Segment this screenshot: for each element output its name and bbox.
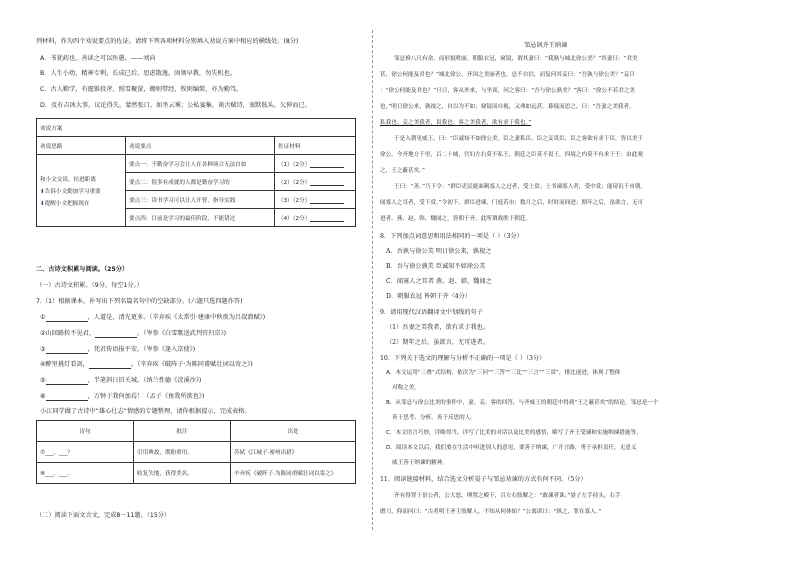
down-arrow-icon: ⬇	[40, 188, 45, 195]
passage-line-10: 闻寡人之耳者，受下赏。”令初下，群臣进谏，门庭若市；数月之后，时时而间进；期年之后，虽欲言，无可	[380, 200, 644, 206]
q7-item-2[interactable]: ②山回路转不见君， 。（岑参《白雪歌送武判官归京》)	[40, 330, 227, 337]
q10-option-d[interactable]: D．阅读本文以后，我们要在生活中听进别人的意见，要善于纳谏，广开言路，勇于承担责任，无意义	[386, 445, 637, 451]
link-line-2: 磨刀，仰而问曰：“古者明王圣主肢解人，不知从何体始？”公离席曰：“纵之，罪在寡人。”	[380, 509, 602, 515]
subsection-2-heading: （二）阅读下面文言文，完成8－11题。（15分）	[36, 512, 171, 519]
plan-point-2: 要点二：很多有成就的人都是勤奋学习的	[126, 173, 275, 191]
plan-evidence-1[interactable]: （1）（2分）	[275, 155, 356, 173]
plan-idea-cell	[37, 155, 126, 227]
question-10: 10．下列关于选文的理解与分析不正确的一项是（ ）（3分）	[380, 355, 546, 362]
question-7: 7.（1）根据课本，补写出下列名篇名句中的空缺部分。(六题只选四题作答)	[36, 298, 243, 305]
plan-idea-2: 告诉小文勤加学习重要	[44, 188, 101, 195]
option-d: D．及有吉凶大事，议论得失，蒙然张口，如坐云雾；公私宴集，谈古赋诗，塞默低头，欠伸而已。	[40, 102, 311, 109]
plan-point-1: 要点一：不勤奋学习会让人在各种场合无法自如	[126, 155, 275, 173]
option-a: A．书犹药也，善读之可以医愚。——刘向	[40, 55, 156, 62]
down-arrow-icon: ⬇	[40, 200, 45, 207]
question-8: 8．下列加点词意思和用法相同的一项是（ ）（3分）	[380, 233, 523, 240]
poem-note-7: 引用典故，期盼重用。	[134, 442, 231, 463]
q10-option-b[interactable]: B．从邹忌与徐公比美的事件中，妻、妾、客的回答，与齐威王的朝廷中得到“王之蔽甚矣”的结论，邹忌是一个	[386, 400, 659, 406]
q7-item-3[interactable]: ③ ，凭君传语报平安。（岑参《逢入京使》)	[40, 346, 196, 353]
plan-point-3: 要点三：读书学习可以让人开智，指导实践	[126, 191, 275, 209]
section-2-heading: 二、古诗文积累与阅读。（25分）	[36, 266, 129, 273]
q9-sentence-2: （2）期年之后，虽欲言，无可进者。	[386, 339, 489, 346]
intro-text: 列材料，作为四个劝说要点的佐证。请将下列各项材料分别填入劝说方案中相应的横线处。(8分)	[36, 38, 299, 45]
passage-line-1: 邹忌修八尺有余，而形貌昳丽。朝服衣冠，窥镜，谓其妻曰：“我孰与城北徐公美？”其妻曰：“君美	[394, 56, 638, 62]
passage-line-3: ：“徐公何能及君也？”旦日，客从外来，与坐谈，问之客曰：“吾与徐公孰美？”客曰：“徐公不若君之美	[380, 88, 636, 94]
passage-title: 邹忌讽齐王纳谏	[524, 42, 568, 49]
passage-line-9: 王曰：“善。”乃下令：“群臣吏民能面刺寡人之过者，受上赏；上书谏寡人者，受中赏；能谤讥于市朝，	[394, 184, 647, 190]
q7-item-4[interactable]: ④醉里挑灯看剑， 。（辛弃疾《破阵子·为陈同甫赋壮词以寄之》)	[40, 361, 253, 368]
plan-title: 劝说方案	[37, 119, 356, 137]
poem-source-8: 辛弃疾《破阵子·为陈同甫赋壮词以寄之》	[231, 463, 356, 484]
passage-line-6: 于是入朝见威王，曰：“臣诚知不如徐公美。臣之妻私臣，臣之妾畏臣，臣之客欲有求于臣，皆以美于	[394, 136, 644, 142]
question-9: 9．请用现代汉语翻译文中划线的句子	[380, 309, 483, 316]
poem-table	[36, 420, 356, 484]
q7-item-1[interactable]: ① ，人道是，清光更多。（辛弃疾《太常引·建康中秋夜为吕叔潜赋》)	[40, 314, 266, 321]
poem-line-8[interactable]: ⑧___，___。	[37, 463, 134, 484]
passage-line-4: 也。”明日徐公来，孰视之，自以为不如；窥镜而自视，又弗如远甚。暮寝而思之，曰：“吾妻之美我者，	[380, 104, 635, 110]
q7-item-6[interactable]: ⑥ ，万钟于我何加焉！（孟子《鱼我所欲也》)	[40, 393, 205, 400]
plan-point-4: 要点四：目前是学习的最佳阶段，不能错过	[126, 209, 275, 227]
plan-evidence-3[interactable]: （3）（2分）	[275, 191, 356, 209]
subsection-1-heading: （一）古诗文积累。（9分，每空1分。）	[36, 282, 143, 289]
plan-evidence-4[interactable]: （4）（2分）	[275, 209, 356, 227]
column-divider	[372, 30, 373, 530]
q8-option-a[interactable]: A．吾孰与徐公美 明日徐公来，孰视之	[386, 248, 492, 255]
poem-note-8: 收复失地，获得美名。	[134, 463, 231, 484]
poem-source-7: 苏轼《江城子·密州出猎》	[231, 442, 356, 463]
q10-option-a[interactable]: A．本文运用“三叠”式结构，依次为“三问”“三答”“三比”“三言”“三赏”，排比递进，体现了整体	[386, 370, 621, 376]
plan-idea-3: 提醒小文把握现在	[44, 200, 90, 207]
plan-header-point: 劝说要点	[126, 137, 275, 155]
poem-header-source: 出处	[231, 421, 356, 442]
plan-header-idea: 劝说思路	[37, 137, 126, 155]
passage-line-7: 徐公。今齐地方千里，百二十城，宫妇左右莫不私王，朝廷之臣莫不畏王，四境之内莫不有求于王：由此观	[380, 152, 643, 158]
poem-line-7[interactable]: ⑦___，___？	[37, 442, 134, 463]
option-b: B．人生小幼，精神专利，长成已后，思虑散逸，固须早教，勿失机也。	[40, 70, 237, 77]
poem-header-line: 诗句	[37, 421, 134, 442]
q10-option-b-cont: 善于思考、分析，善于反思的人。	[392, 415, 476, 421]
option-c: C．古人勤学，有握锥投斧，照雪聚萤，锄则带经，牧则编简，亦为勤笃。	[40, 86, 243, 93]
poem-header-note: 批注	[134, 421, 231, 442]
q10-option-c[interactable]: C．本文语言巧妙，详略得当，详写了比美的对话以及比美的感悟，略写了齐王受谏和实施纳谏措施等。	[386, 430, 642, 436]
q9-sentence-1: （1）吾妻之美我者，欲有求于我也。	[386, 324, 489, 331]
plan-idea-1: 和小文交谈，拉进距离	[40, 176, 96, 183]
persuasion-plan-table	[36, 118, 356, 227]
plan-header-evidence: 佐证材料	[275, 137, 356, 155]
passage-line-5: 私我也；妾之美我者，畏我也；客之美我者，欲有求于我也。”	[380, 120, 532, 126]
question-11: 11．阅读链接材料，结合选文分析晏子与邹忌劝谏的方式有何不同。（5分）	[380, 476, 587, 483]
q8-option-c[interactable]: C．闻寡人之耳者 燕、赵、韩、魏闻之	[386, 278, 492, 285]
passage-line-11: 进者。燕、赵、韩、魏闻之，皆朝于齐。此所谓战胜于朝廷。	[380, 216, 532, 222]
q10-option-d-cont: 威王善于纳谏的精神。	[392, 460, 448, 466]
link-line-1: 齐有得罪于景公者，公大怒，缚置之殿下，召左右肢解之：“敢谏者诛。”晏子左手持头，右手	[394, 493, 621, 499]
plan-evidence-2[interactable]: （2）（2分）	[275, 173, 356, 191]
q8-option-b[interactable]: B．吾与徐公孰美 臣诚知不如徐公美	[386, 263, 486, 270]
q7-item-5[interactable]: ⑤ ，半笔斜日旧关城。（纳兰性德《浣溪沙》)	[40, 377, 202, 384]
q7-instruction: 小江同学做了古诗中“雄心壮志”情感的专题整理，请你根据提示，完成表格。	[40, 408, 251, 415]
q10-option-a-cont: 对称之美。	[392, 385, 420, 391]
q8-option-d[interactable]: D．朝服衣冠 皆朝于齐（4分）	[386, 293, 472, 300]
passage-line-2: 甚，徐公何能及君也？”城北徐公，齐国之美丽者也。忌不自信，而复问其妾曰：“吾孰与徐公美？”妾曰	[380, 72, 635, 78]
passage-line-8: 之，王之蔽甚矣。”	[380, 168, 425, 174]
